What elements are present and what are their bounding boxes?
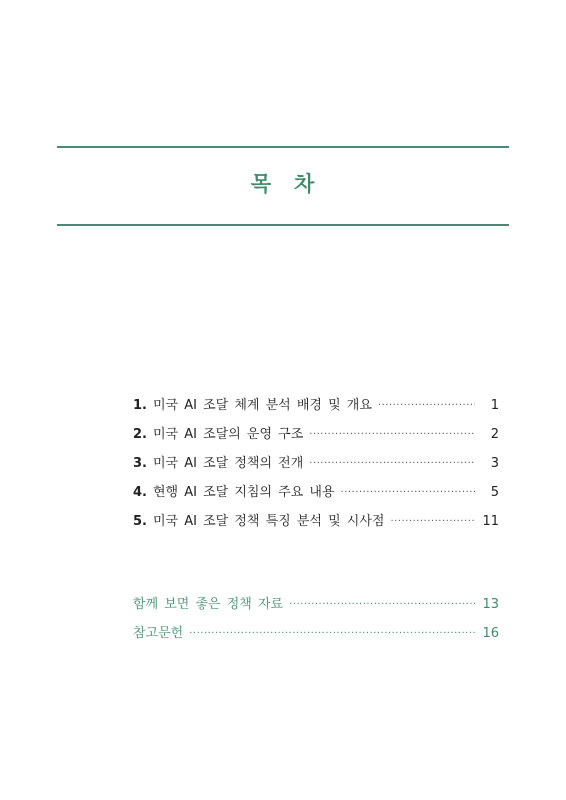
toc-entry-number: 4.: [133, 485, 147, 500]
page-title-char-2: 차: [294, 172, 316, 196]
toc-entry-references[interactable]: [133, 622, 499, 651]
title-top-rule: [57, 146, 509, 148]
toc-entry-number: 2.: [133, 427, 147, 442]
toc-leader-dots: [390, 516, 475, 527]
toc-leader-dots: [309, 458, 475, 469]
toc-leader-dots: [378, 400, 475, 411]
toc-leader-dots: [341, 487, 475, 498]
toc-entry-related-policy[interactable]: [133, 593, 499, 622]
toc-entry-page: 3: [490, 456, 499, 471]
toc-entry-3[interactable]: [133, 452, 499, 481]
toc-entry-label: 함께 보면 좋은 정책 자료: [133, 597, 284, 612]
toc-leader-dots: [289, 599, 475, 610]
toc-entry-page: 5: [490, 485, 499, 500]
toc-entry-4[interactable]: [133, 481, 499, 510]
toc-entry-page: 16: [482, 626, 499, 641]
toc-entry-label: 미국 AI 조달의 운영 구조: [152, 427, 304, 442]
toc-entry-1[interactable]: [133, 394, 499, 423]
toc-entry-2[interactable]: [133, 423, 499, 452]
toc-entry-number: 5.: [133, 514, 147, 529]
toc-entry-label: 미국 AI 조달 정책 특징 분석 및 시사점: [152, 514, 385, 529]
toc-entry-label: 현행 AI 조달 지침의 주요 내용: [152, 485, 335, 500]
toc-leader-dots: [309, 429, 475, 440]
toc-entry-number: 3.: [133, 456, 147, 471]
page-title: [57, 168, 509, 198]
toc-entry-5[interactable]: [133, 510, 499, 539]
toc-leader-dots: [189, 628, 475, 639]
title-bottom-rule: [57, 224, 509, 226]
toc-entry-label: 미국 AI 조달 정책의 전개: [152, 456, 304, 471]
page-title-char-1: 목: [250, 172, 272, 196]
toc-entry-label: 미국 AI 조달 체계 분석 배경 및 개요: [152, 398, 372, 413]
toc-entry-page: 11: [482, 514, 499, 529]
toc-entry-label: 참고문헌: [133, 626, 184, 641]
toc-entry-page: 13: [482, 597, 499, 612]
toc-entry-page: 2: [490, 427, 499, 442]
supplementary-contents: [133, 593, 499, 651]
toc-entry-page: 1: [490, 398, 499, 413]
table-of-contents: [133, 394, 499, 539]
toc-entry-number: 1.: [133, 398, 147, 413]
